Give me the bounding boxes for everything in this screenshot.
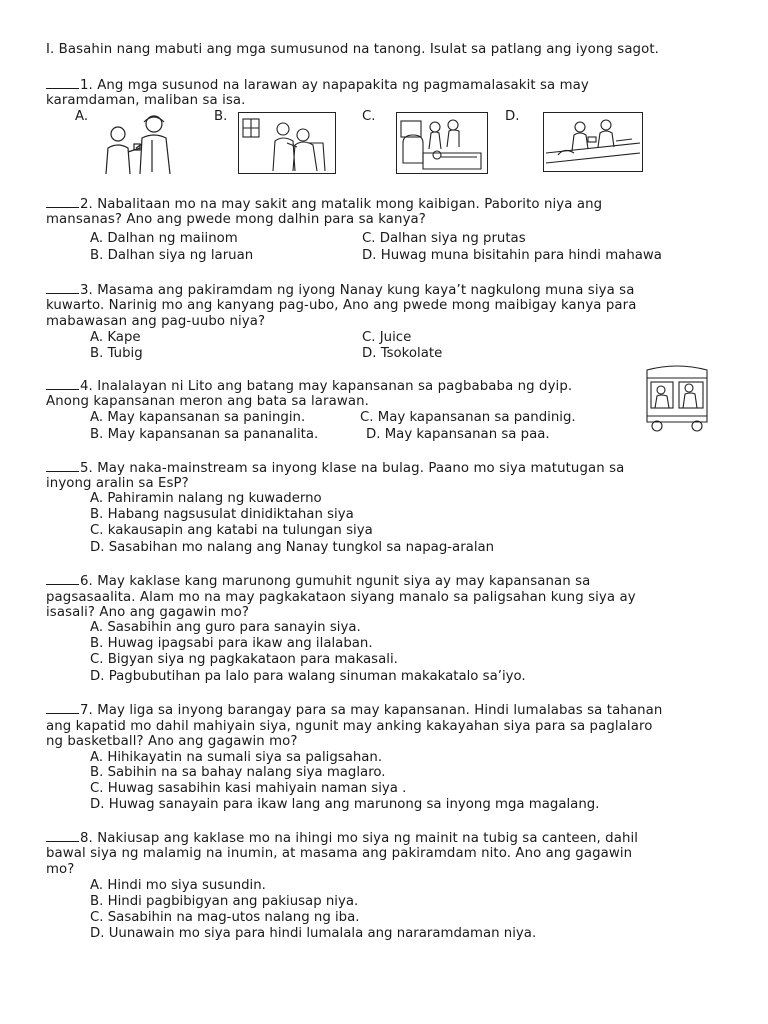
q6-option-b: B. Huwag ipagsabi para ikaw ang ilalaban. (90, 636, 373, 651)
sick-man-seated-icon (238, 112, 336, 174)
answer-blank[interactable] (46, 830, 79, 842)
answer-blank[interactable] (46, 460, 79, 472)
q6-line2: pagsasaalita. Alam mo na may pagkakataon siyang manalo sa paligsahan kung siya ay (46, 590, 636, 605)
instructions: I. Basahin nang mabuti ang mga sumusunod na tanong. Isulat sa patlang ang iyong sagot. (46, 42, 659, 57)
q2-option-b: B. Dalhan siya ng laruan (90, 248, 254, 263)
q1-label-c: C. (362, 109, 376, 124)
answer-blank[interactable] (46, 77, 79, 89)
q1-line1: 1. Ang mga susunod na larawan ay napapakita ng pagmamalasakit sa may (46, 77, 589, 94)
q6-option-d: D. Pagbubutihan pa lalo para walang sinuman makakatalo sa’iyo. (90, 669, 526, 684)
q7-option-d: D. Huwag sanayain para ikaw lang ang marunong sa inyong mga magalang. (90, 797, 600, 812)
answer-blank[interactable] (46, 702, 79, 714)
q2-option-a: A. Dalhan ng maiinom (90, 231, 238, 246)
q4-option-c: C. May kapansanan sa pandinig. (360, 410, 576, 425)
boy-and-man-icon (96, 112, 180, 174)
q5-line1: 5. May naka-mainstream sa inyong klase na bulag. Paano mo siya matutugan sa (46, 460, 624, 477)
patient-in-bed-icon (396, 112, 488, 174)
q2-option-c: C. Dalhan siya ng prutas (362, 231, 526, 246)
q1-label-a: A. (75, 109, 89, 124)
q8-option-a: A. Hindi mo siya susundin. (90, 878, 266, 893)
q3-line2: kuwarto. Narinig mo ang kanyang pag-ubo, Ano ang pwede mong maibigay kanya para (46, 298, 637, 313)
q3-option-d: D. Tsokolate (362, 346, 443, 361)
q7-option-b: B. Sabihin na sa bahay nalang siya maglaro. (90, 765, 386, 780)
q6-line1: 6. May kaklase kang marunong gumuhit ngunit siya ay may kapansanan sa (46, 573, 590, 590)
q8-option-c: C. Sasabihin na mag-utos nalang ng iba. (90, 910, 360, 925)
q8-option-d: D. Uunawain mo siya para hindi lumalala ang nararamdaman niya. (90, 926, 537, 941)
q7-line3: ng basketball? Ano ang gagawin mo? (46, 734, 298, 749)
q7-option-c: C. Huwag sasabihin kasi mahiyain naman siya . (90, 781, 407, 796)
q1-label-b: B. (214, 109, 228, 124)
q7-line1: 7. May liga sa inyong barangay para sa may kapansanan. Hindi lumalabas sa tahanan (46, 702, 662, 719)
q3-option-a: A. Kape (90, 330, 141, 345)
answer-blank[interactable] (46, 573, 79, 585)
q5-option-a: A. Pahiramin nalang ng kuwaderno (90, 491, 322, 506)
q3-option-b: B. Tubig (90, 346, 143, 361)
q8-line2: bawal siya ng malamig na inumin, at masama ang pakiramdam nito. Ano ang gagawin (46, 846, 633, 861)
q3-option-c: C. Juice (362, 330, 412, 345)
q4-line1: 4. Inalalayan ni Lito ang batang may kapansanan sa pagbababa ng dyip. (46, 378, 572, 395)
q2-line2: mansanas? Ano ang pwede mong dalhin para sa kanya? (46, 212, 426, 227)
answer-blank[interactable] (46, 282, 79, 294)
q3-line1: 3. Masama ang pakiramdam ng iyong Nanay kung kaya’t nagkulong muna siya sa (46, 282, 634, 299)
q2-line1: 2. Nabalitaan mo na may sakit ang matalik mong kaibigan. Paborito niya ang (46, 196, 602, 213)
q5-option-c: C. kakausapin ang katabi na tulungan siya (90, 523, 373, 538)
q7-line2: ang kapatid mo dahil mahiyain siya, ngunit may anking kakayahan siya para sa paglalaro (46, 719, 653, 734)
answer-blank[interactable] (46, 196, 79, 208)
q6-line3: isasali? Ano ang gagawin mo? (46, 605, 249, 620)
children-at-bedside-icon (543, 112, 643, 172)
q4-option-a: A. May kapansanan sa paningin. (90, 410, 306, 425)
jeepney-icon (641, 364, 713, 434)
q4-line2: Anong kapansanan meron ang bata sa larawan. (46, 394, 369, 409)
q6-option-c: C. Bigyan siya ng pagkakataon para makasali. (90, 652, 398, 667)
q3-line3: mabawasan ang pag-uubo niya? (46, 314, 266, 329)
q8-line3: mo? (46, 862, 75, 877)
q5-option-b: B. Habang nagsusulat dinidiktahan siya (90, 507, 354, 522)
q8-line1: 8. Nakiusap ang kaklase mo na ihingi mo siya ng mainit na tubig sa canteen, dahil (46, 830, 638, 847)
q4-option-b: B. May kapansanan sa pananalita. (90, 427, 319, 442)
q8-option-b: B. Hindi pagbibigyan ang pakiusap niya. (90, 894, 359, 909)
q2-option-d: D. Huwag muna bisitahin para hindi mahawa (362, 248, 662, 263)
q6-option-a: A. Sasabihin ang guro para sanayin siya. (90, 620, 361, 635)
answer-blank[interactable] (46, 378, 79, 390)
q7-option-a: A. Hihikayatin na sumali siya sa paligsahan. (90, 750, 383, 765)
q4-option-d: D. May kapansanan sa paa. (366, 427, 550, 442)
q1-label-d: D. (505, 109, 520, 124)
q5-option-d: D. Sasabihan mo nalang ang Nanay tungkol sa napag-aralan (90, 540, 495, 555)
q5-line2: inyong aralin sa EsP? (46, 476, 189, 491)
q1-line2: karamdaman, maliban sa isa. (46, 93, 246, 108)
